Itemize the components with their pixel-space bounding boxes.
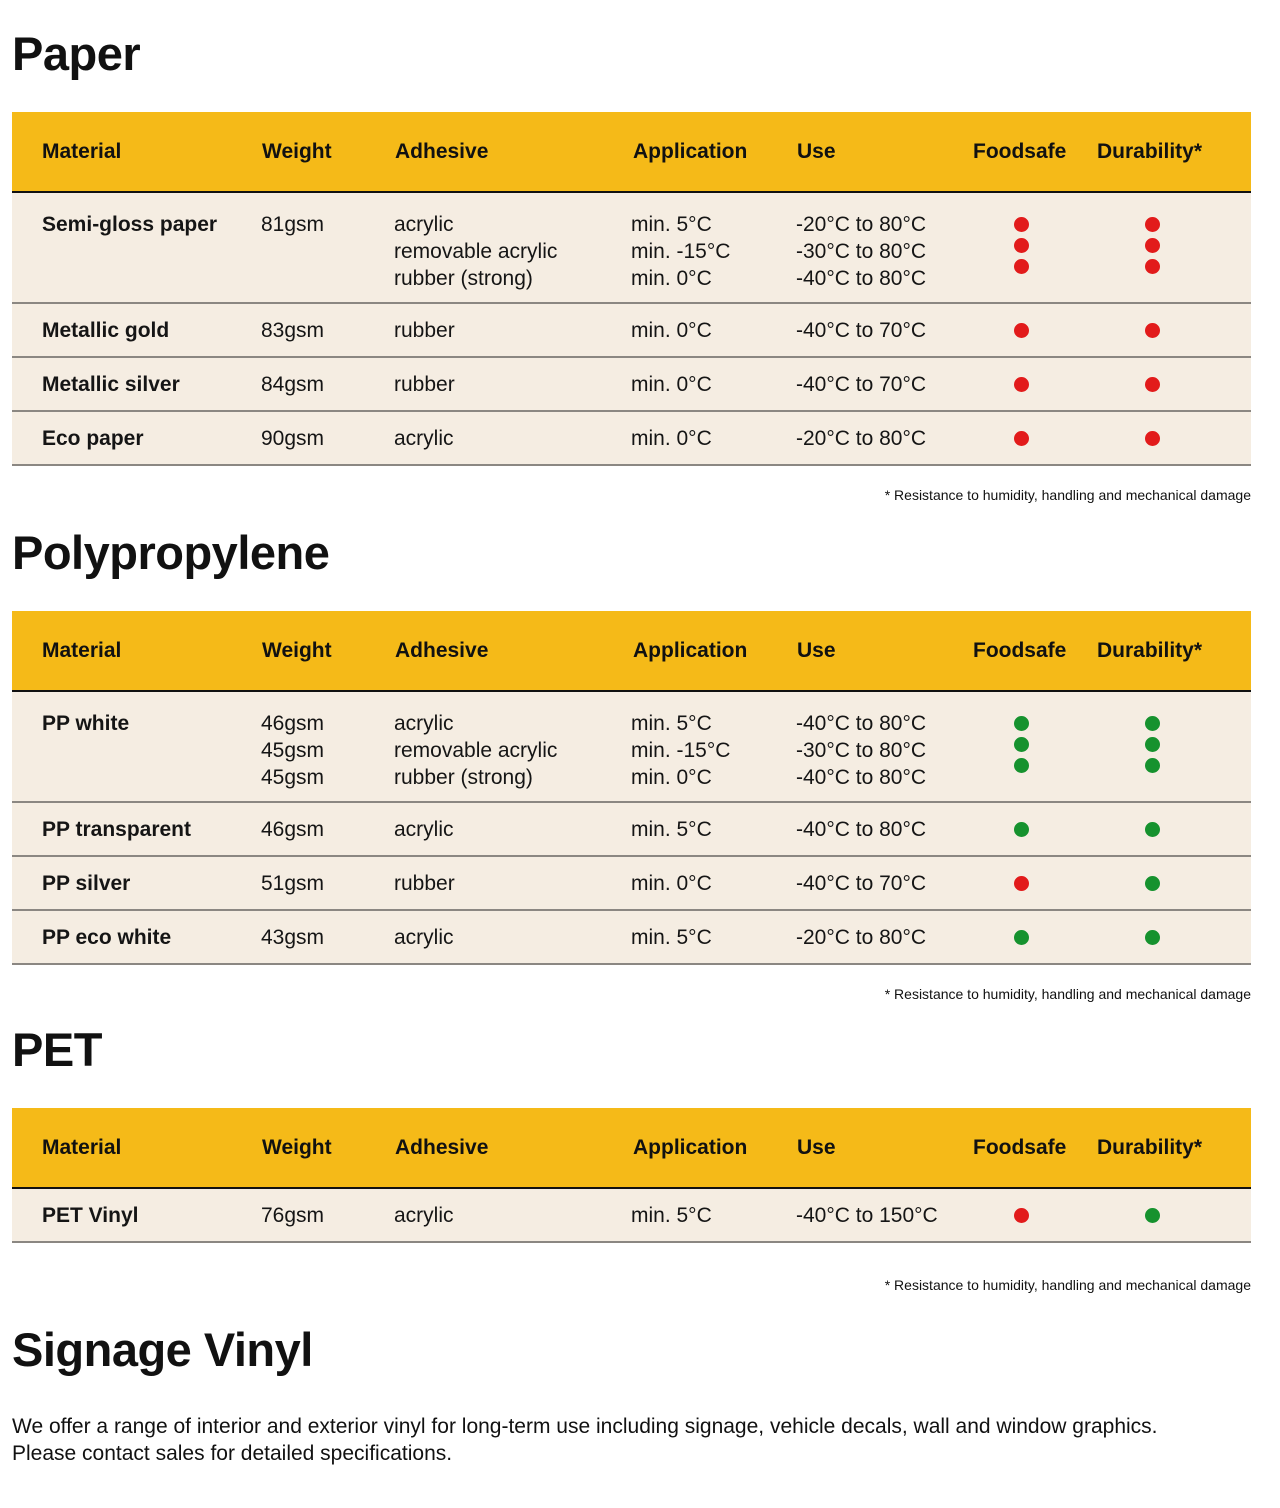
- red-dot-icon: [1014, 323, 1029, 338]
- red-dot-icon: [1145, 323, 1160, 338]
- use-value: -20°C to 80°C: [796, 427, 927, 450]
- material-name: PET Vinyl: [42, 1204, 139, 1227]
- polypropylene-table: [12, 611, 1251, 965]
- cell-application: [631, 1202, 712, 1229]
- cell-use: [796, 816, 926, 843]
- header-durability: Durability*: [1097, 639, 1203, 662]
- green-dot-icon: [1145, 1208, 1160, 1223]
- weight-value: 45gsm: [261, 766, 325, 789]
- table-row: [12, 692, 1251, 803]
- cell-weight: [261, 371, 324, 398]
- header-use: Use: [797, 639, 836, 662]
- red-dot-icon: [1145, 259, 1160, 274]
- cell-application: [631, 816, 712, 843]
- weight-value: 83gsm: [261, 319, 325, 342]
- table-row: [12, 193, 1251, 304]
- cell-adhesive: [394, 870, 455, 897]
- header-adhesive: Adhesive: [395, 140, 489, 163]
- cell-use: [796, 870, 926, 897]
- adhesive-value: rubber: [394, 373, 455, 396]
- application-value: min. 0°C: [631, 766, 712, 789]
- cell-weight: [261, 924, 324, 951]
- green-dot-icon: [1145, 822, 1160, 837]
- use-value: -30°C to 80°C: [796, 240, 927, 263]
- cell-use: [796, 371, 926, 398]
- red-dot-icon: [1014, 1208, 1029, 1223]
- footnote-paper: * Resistance to humidity, handling and mechanical damage: [884, 487, 1251, 503]
- cell-weight: [261, 816, 324, 843]
- footnote-pet: * Resistance to humidity, handling and mechanical damage: [884, 1277, 1251, 1293]
- application-value: min. 0°C: [631, 373, 712, 396]
- signage-text-line-2: Please contact sales for detailed specifications.: [12, 1442, 453, 1465]
- cell-weight: [261, 211, 324, 238]
- red-dot-icon: [1145, 377, 1160, 392]
- adhesive-value: rubber: [394, 872, 455, 895]
- cell-adhesive: [394, 924, 454, 951]
- application-value: min. 0°C: [631, 319, 712, 342]
- material-name: PP eco white: [42, 926, 172, 949]
- cell-application: [631, 710, 730, 791]
- use-value: -40°C to 70°C: [796, 319, 927, 342]
- weight-value: 51gsm: [261, 872, 325, 895]
- table-header: [12, 611, 1251, 692]
- durability-indicators: [1145, 816, 1161, 843]
- section-title-polypropylene: Polypropylene: [12, 526, 330, 579]
- cell-use: [796, 924, 926, 951]
- material-name: Metallic silver: [42, 373, 180, 396]
- adhesive-value: rubber (strong): [394, 267, 533, 290]
- durability-indicators: [1145, 710, 1161, 779]
- footnote-polypropylene: * Resistance to humidity, handling and mechanical damage: [884, 986, 1251, 1002]
- application-value: min. 0°C: [631, 267, 712, 290]
- section-title-paper: Paper: [12, 27, 141, 80]
- cell-weight: [261, 870, 324, 897]
- use-value: -40°C to 80°C: [796, 712, 927, 735]
- cell-weight: [261, 317, 324, 344]
- cell-adhesive: [394, 816, 454, 843]
- green-dot-icon: [1145, 930, 1160, 945]
- section-title-signage-vinyl: Signage Vinyl: [12, 1323, 313, 1376]
- use-value: -30°C to 80°C: [796, 739, 927, 762]
- green-dot-icon: [1014, 930, 1029, 945]
- cell-adhesive: [394, 1202, 454, 1229]
- table-row: [12, 358, 1251, 412]
- green-dot-icon: [1014, 737, 1029, 752]
- application-value: min. -15°C: [631, 739, 731, 762]
- application-value: min. 0°C: [631, 872, 712, 895]
- cell-use: [796, 317, 926, 344]
- cell-use: [796, 710, 926, 791]
- green-dot-icon: [1014, 822, 1029, 837]
- application-value: min. 5°C: [631, 818, 712, 841]
- header-application: Application: [633, 140, 748, 163]
- adhesive-value: acrylic: [394, 427, 454, 450]
- header-application: Application: [633, 1136, 748, 1159]
- durability-indicators: [1145, 317, 1161, 344]
- foodsafe-indicators: [1014, 1202, 1030, 1229]
- adhesive-value: acrylic: [394, 1204, 454, 1227]
- adhesive-value: removable acrylic: [394, 240, 558, 263]
- section-title-pet: PET: [12, 1023, 102, 1076]
- adhesive-value: acrylic: [394, 926, 454, 949]
- weight-value: 90gsm: [261, 427, 325, 450]
- red-dot-icon: [1014, 259, 1029, 274]
- durability-indicators: [1145, 924, 1161, 951]
- red-dot-icon: [1145, 238, 1160, 253]
- use-value: -40°C to 70°C: [796, 373, 927, 396]
- material-name: PP white: [42, 712, 130, 735]
- header-use: Use: [797, 140, 836, 163]
- header-material: Material: [42, 1136, 122, 1159]
- header-foodsafe: Foodsafe: [973, 140, 1067, 163]
- table-row: [12, 911, 1251, 965]
- header-adhesive: Adhesive: [395, 1136, 489, 1159]
- cell-application: [631, 870, 712, 897]
- material-name: Semi-gloss paper: [42, 213, 218, 236]
- header-material: Material: [42, 140, 122, 163]
- use-value: -40°C to 80°C: [796, 766, 927, 789]
- foodsafe-indicators: [1014, 924, 1030, 951]
- cell-use: [796, 1202, 938, 1229]
- use-value: -40°C to 70°C: [796, 872, 927, 895]
- weight-value: 43gsm: [261, 926, 325, 949]
- green-dot-icon: [1145, 737, 1160, 752]
- durability-indicators: [1145, 425, 1161, 452]
- use-value: -40°C to 150°C: [796, 1204, 938, 1227]
- durability-indicators: [1145, 371, 1161, 398]
- table-row: [12, 412, 1251, 466]
- table-row: [12, 857, 1251, 911]
- red-dot-icon: [1014, 238, 1029, 253]
- foodsafe-indicators: [1014, 816, 1030, 843]
- material-name: PP transparent: [42, 818, 191, 841]
- weight-value: 46gsm: [261, 712, 325, 735]
- red-dot-icon: [1014, 876, 1029, 891]
- red-dot-icon: [1014, 431, 1029, 446]
- header-material: Material: [42, 639, 122, 662]
- table-row: [12, 304, 1251, 358]
- header-weight: Weight: [262, 1136, 332, 1159]
- pet-table: [12, 1108, 1251, 1243]
- durability-indicators: [1145, 1202, 1161, 1229]
- signage-text-line-1: We offer a range of interior and exterior vinyl for long-term use including signage, vehicle decals, wall and window graphics.: [12, 1415, 1158, 1438]
- use-value: -20°C to 80°C: [796, 213, 927, 236]
- foodsafe-indicators: [1014, 211, 1030, 280]
- paper-table: [12, 112, 1251, 466]
- use-value: -20°C to 80°C: [796, 926, 927, 949]
- green-dot-icon: [1145, 758, 1160, 773]
- cell-adhesive: [394, 317, 455, 344]
- cell-adhesive: [394, 371, 455, 398]
- header-durability: Durability*: [1097, 1136, 1203, 1159]
- use-value: -40°C to 80°C: [796, 267, 927, 290]
- weight-value: 81gsm: [261, 213, 325, 236]
- header-foodsafe: Foodsafe: [973, 1136, 1067, 1159]
- cell-application: [631, 211, 730, 292]
- adhesive-value: acrylic: [394, 213, 454, 236]
- weight-value: 76gsm: [261, 1204, 325, 1227]
- weight-value: 45gsm: [261, 739, 325, 762]
- cell-adhesive: [394, 710, 557, 791]
- application-value: min. 5°C: [631, 926, 712, 949]
- cell-application: [631, 425, 712, 452]
- material-name: Metallic gold: [42, 319, 170, 342]
- cell-use: [796, 425, 926, 452]
- cell-application: [631, 317, 712, 344]
- header-application: Application: [633, 639, 748, 662]
- weight-value: 84gsm: [261, 373, 325, 396]
- durability-indicators: [1145, 211, 1161, 280]
- application-value: min. 5°C: [631, 213, 712, 236]
- material-name: Eco paper: [42, 427, 144, 450]
- header-adhesive: Adhesive: [395, 639, 489, 662]
- cell-weight: [261, 1202, 324, 1229]
- table-row: [12, 803, 1251, 857]
- application-value: min. 5°C: [631, 712, 712, 735]
- header-weight: Weight: [262, 639, 332, 662]
- cell-adhesive: [394, 425, 454, 452]
- green-dot-icon: [1145, 876, 1160, 891]
- red-dot-icon: [1014, 217, 1029, 232]
- header-use: Use: [797, 1136, 836, 1159]
- green-dot-icon: [1014, 758, 1029, 773]
- durability-indicators: [1145, 870, 1161, 897]
- cell-use: [796, 211, 926, 292]
- foodsafe-indicators: [1014, 425, 1030, 452]
- cell-adhesive: [394, 211, 557, 292]
- weight-value: 46gsm: [261, 818, 325, 841]
- adhesive-value: rubber: [394, 319, 455, 342]
- material-name: PP silver: [42, 872, 131, 895]
- green-dot-icon: [1145, 716, 1160, 731]
- red-dot-icon: [1145, 431, 1160, 446]
- foodsafe-indicators: [1014, 371, 1030, 398]
- red-dot-icon: [1014, 377, 1029, 392]
- table-header: [12, 1108, 1251, 1189]
- application-value: min. 0°C: [631, 427, 712, 450]
- adhesive-value: acrylic: [394, 818, 454, 841]
- header-durability: Durability*: [1097, 140, 1203, 163]
- table-row: [12, 1189, 1251, 1243]
- adhesive-value: acrylic: [394, 712, 454, 735]
- adhesive-value: rubber (strong): [394, 766, 533, 789]
- adhesive-value: removable acrylic: [394, 739, 558, 762]
- header-weight: Weight: [262, 140, 332, 163]
- foodsafe-indicators: [1014, 317, 1030, 344]
- red-dot-icon: [1145, 217, 1160, 232]
- cell-application: [631, 924, 712, 951]
- use-value: -40°C to 80°C: [796, 818, 927, 841]
- table-header: [12, 112, 1251, 193]
- cell-application: [631, 371, 712, 398]
- cell-weight: [261, 425, 324, 452]
- foodsafe-indicators: [1014, 710, 1030, 779]
- foodsafe-indicators: [1014, 870, 1030, 897]
- application-value: min. 5°C: [631, 1204, 712, 1227]
- application-value: min. -15°C: [631, 240, 731, 263]
- green-dot-icon: [1014, 716, 1029, 731]
- cell-weight: [261, 710, 324, 791]
- signage-description: [12, 1413, 1252, 1467]
- header-foodsafe: Foodsafe: [973, 639, 1067, 662]
